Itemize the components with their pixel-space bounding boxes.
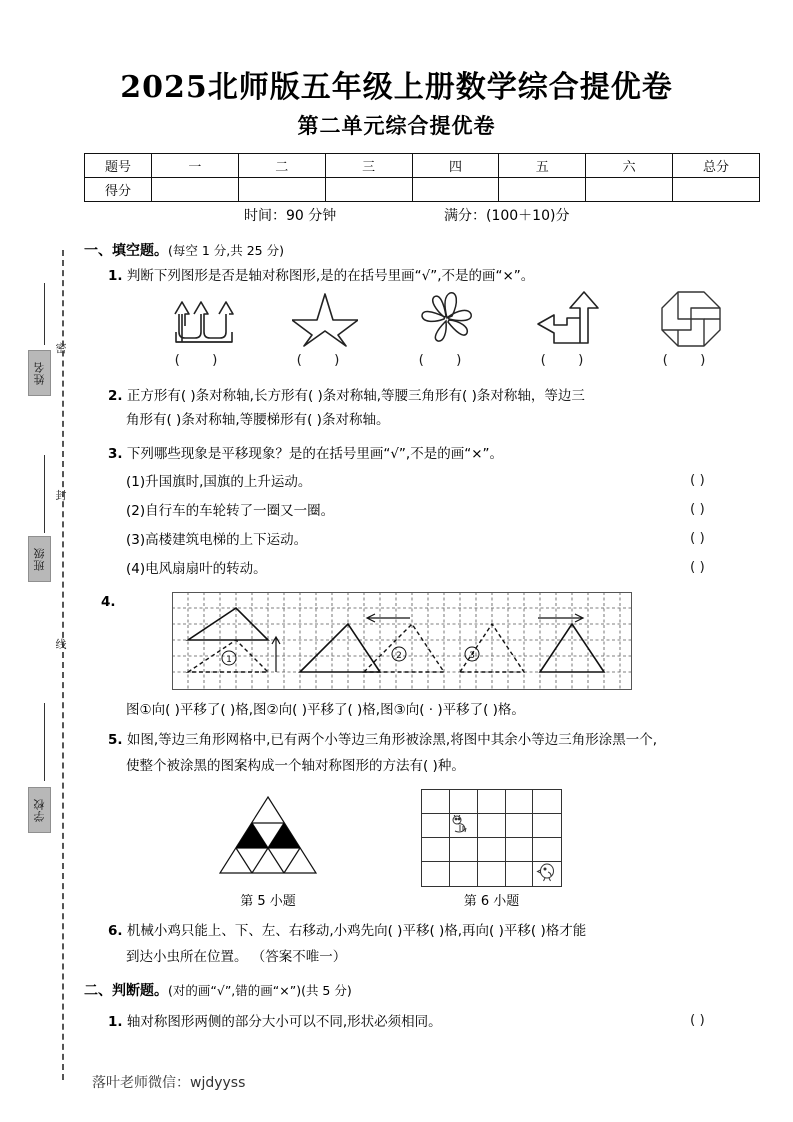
score-col-1: 一 bbox=[152, 154, 239, 178]
question-3-item-2: (2)自行车的车轮转了一圈又一圈。 bbox=[126, 503, 335, 519]
question-3 bbox=[108, 444, 503, 464]
grid-cell-r2c3 bbox=[478, 814, 506, 838]
score-cell-5[interactable] bbox=[499, 178, 586, 202]
pinwheel-icon bbox=[414, 288, 480, 350]
grid-row-4 bbox=[422, 862, 562, 887]
score-col-3: 三 bbox=[325, 154, 412, 178]
grid-cell-r3c1 bbox=[422, 838, 450, 862]
grid-row-1 bbox=[422, 790, 562, 814]
seal-box-class-label: 班级 bbox=[32, 547, 46, 571]
score-col-5: 五 bbox=[499, 154, 586, 178]
question-4-answer-line[interactable]: 图①向( )平移了( )格,图②向( )平移了( )格,图③向( · )平移了( )格。 bbox=[126, 702, 525, 718]
question-5-text-1: 如图,等边三角形网格中,已有两个小等边三角形被涂黑,将图中其余小等边三角形涂黑一个, bbox=[126, 732, 657, 748]
section-2-heading bbox=[84, 980, 352, 1000]
grid-cell-r4c4 bbox=[505, 862, 533, 887]
worm-icon bbox=[451, 815, 475, 833]
score-table bbox=[84, 153, 760, 202]
score-cell-6[interactable] bbox=[586, 178, 673, 202]
grid-cell-r1c2 bbox=[449, 790, 478, 814]
svg-text:1: 1 bbox=[226, 655, 232, 665]
score-col-2: 二 bbox=[238, 154, 325, 178]
shape-2-answer-paren[interactable]: ( ) bbox=[296, 352, 354, 368]
shape-item-4 bbox=[514, 288, 624, 368]
grid-cell-r3c3 bbox=[478, 838, 506, 862]
score-col-total: 总分 bbox=[673, 154, 760, 178]
question-3-item-4: (4)电风扇扇叶的转动。 bbox=[126, 561, 267, 577]
score-cell-1[interactable] bbox=[152, 178, 239, 202]
grid-row-3 bbox=[422, 838, 562, 862]
section-1-heading bbox=[84, 240, 284, 260]
exam-time: 时间：90 分钟 bbox=[244, 208, 337, 224]
grid-cell-r2c4 bbox=[505, 814, 533, 838]
shape-item-5 bbox=[636, 288, 746, 368]
svg-text:3: 3 bbox=[469, 651, 475, 661]
score-row-label-2: 得分 bbox=[85, 178, 152, 202]
score-cell-3[interactable] bbox=[325, 178, 412, 202]
table-row-scores bbox=[85, 178, 760, 202]
question-3-item-2-paren[interactable]: ( ) bbox=[690, 501, 705, 517]
question-3-item-1: (1)升国旗时,国旗的上升运动。 bbox=[126, 474, 312, 490]
seal-box-name bbox=[28, 350, 51, 396]
score-cell-total[interactable] bbox=[673, 178, 760, 202]
question-1-text: 判断下列图形是否是轴对称图形,是的在括号里画“√”,不是的画“×”。 bbox=[126, 268, 535, 284]
page-title: 2025北师版五年级上册数学综合提优卷 bbox=[120, 70, 673, 105]
question-6-line-1 bbox=[108, 921, 586, 941]
score-col-6: 六 bbox=[586, 154, 673, 178]
question-3-item-3: (3)高楼建筑电梯的上下运动。 bbox=[126, 532, 308, 548]
table-row-header bbox=[85, 154, 760, 178]
grid-cell-r1c3 bbox=[478, 790, 506, 814]
seal-char-mi: 密 bbox=[55, 342, 67, 355]
grid-cell-r2c5 bbox=[533, 814, 562, 838]
section-2-question-1 bbox=[108, 1012, 442, 1032]
shape-item-2 bbox=[270, 288, 380, 368]
svg-text:2: 2 bbox=[396, 651, 402, 661]
seal-rule-2 bbox=[44, 455, 45, 533]
section-1-note: (每空 1 分,共 25 分) bbox=[168, 243, 284, 258]
seal-rule-3 bbox=[44, 703, 45, 781]
grid-cell-r4c5-chick bbox=[533, 862, 562, 887]
question-6-text-1[interactable]: 机械小鸡只能上、下、左、右移动,小鸡先向( )平移( )格,再向( )平移( )格才能 bbox=[126, 923, 587, 939]
shape-4-answer-paren[interactable]: ( ) bbox=[540, 352, 598, 368]
question-6-number: 6. bbox=[108, 923, 123, 939]
question-2-line-1 bbox=[108, 386, 585, 406]
question-4-num-text: 4. bbox=[101, 594, 116, 610]
black-triangle-right bbox=[268, 823, 300, 848]
question-3-item-3-paren[interactable]: ( ) bbox=[690, 530, 705, 546]
question-5-number: 5. bbox=[108, 732, 123, 748]
section-2-note: (对的画“√”,错的画“×”)(共 5 分) bbox=[168, 983, 352, 998]
seal-margin bbox=[0, 0, 78, 1122]
section-2-title: 二、判断题。 bbox=[84, 983, 168, 999]
question-2-text-1[interactable]: 正方形有( )条对称轴,长方形有( )条对称轴,等腰三角形有( )条对称轴，等边三 bbox=[126, 388, 585, 404]
question-2-line-2[interactable]: 角形有( )条对称轴,等腰梯形有( )条对称轴。 bbox=[126, 412, 390, 428]
section-2-question-1-number: 1. bbox=[108, 1014, 123, 1030]
shape-item-3 bbox=[392, 288, 502, 368]
question-3-item-4-paren[interactable]: ( ) bbox=[690, 559, 705, 575]
seal-box-class bbox=[28, 536, 51, 582]
grid-row-2 bbox=[422, 814, 562, 838]
question-6-caption: 第 6 小题 bbox=[463, 894, 520, 909]
grid-cell-r4c3 bbox=[478, 862, 506, 887]
grid-cell-r1c1 bbox=[422, 790, 450, 814]
grid-cell-r1c4 bbox=[505, 790, 533, 814]
seal-dashed-line bbox=[62, 250, 64, 1080]
question-3-number: 3. bbox=[108, 446, 123, 462]
shape-5-answer-paren[interactable]: ( ) bbox=[662, 352, 720, 368]
grid-cell-r4c1 bbox=[422, 862, 450, 887]
question-6-movement-grid bbox=[421, 789, 562, 887]
score-cell-2[interactable] bbox=[238, 178, 325, 202]
grid-cell-r4c2 bbox=[449, 862, 478, 887]
star-icon bbox=[292, 288, 358, 350]
question-4-number bbox=[101, 592, 116, 612]
shape-1-answer-paren[interactable]: ( ) bbox=[174, 352, 232, 368]
grid-cell-r3c2 bbox=[449, 838, 478, 862]
double-arrow-icon bbox=[534, 288, 604, 350]
question-3-item-1-paren[interactable]: ( ) bbox=[690, 472, 705, 488]
shape-3-answer-paren[interactable]: ( ) bbox=[418, 352, 476, 368]
grid-cell-r2c1 bbox=[422, 814, 450, 838]
question-5-line-1 bbox=[108, 730, 657, 750]
octagon-pinwheel-icon bbox=[658, 288, 724, 350]
seal-box-school bbox=[28, 787, 51, 833]
question-3-text: 下列哪些现象是平移现象？是的在括号里画“√”,不是的画“×”。 bbox=[126, 446, 504, 462]
grid-cell-r2c2-worm bbox=[449, 814, 478, 838]
question-5-line-2[interactable]: 使整个被涂黑的图案构成一个轴对称图形的方法有( )种。 bbox=[126, 758, 465, 774]
grid-cell-r3c4 bbox=[505, 838, 533, 862]
grid-cell-r3c5 bbox=[533, 838, 562, 862]
exam-full-score: 满分：(100＋10)分 bbox=[444, 208, 570, 224]
section-2-question-1-text: 轴对称图形两侧的部分大小可以不同,形状必须相同。 bbox=[126, 1014, 442, 1030]
question-1 bbox=[108, 266, 534, 286]
score-col-4: 四 bbox=[412, 154, 499, 178]
seal-char-xian: 线 bbox=[55, 638, 67, 651]
seal-char-feng: 封 bbox=[55, 489, 67, 502]
question-5-caption: 第 5 小题 bbox=[240, 894, 296, 909]
question-1-shapes bbox=[120, 288, 760, 374]
grid-cell-r1c5 bbox=[533, 790, 562, 814]
score-row-label: 题号 bbox=[85, 154, 152, 178]
section-1-title: 一、填空题。 bbox=[84, 243, 168, 259]
question-4-translation-grid bbox=[172, 592, 632, 690]
question-1-number: 1. bbox=[108, 268, 123, 284]
question-5-triangle-grid bbox=[218, 795, 318, 875]
seal-box-name-label: 姓名 bbox=[32, 361, 46, 385]
section-2-question-1-paren[interactable]: ( ) bbox=[690, 1012, 705, 1028]
chick-icon bbox=[536, 862, 558, 882]
question-2-number: 2. bbox=[108, 388, 123, 404]
black-triangle-left bbox=[236, 823, 268, 848]
shape-item-1 bbox=[148, 288, 258, 368]
page-subtitle: 第二单元综合提优卷 bbox=[297, 114, 496, 138]
question-6-line-2: 到达小虫所在位置。 （答案不唯一） bbox=[126, 949, 347, 965]
score-cell-4[interactable] bbox=[412, 178, 499, 202]
footer-watermark: 落叶老师微信：wjdyyss bbox=[92, 1075, 246, 1091]
seal-box-school-label: 学校 bbox=[32, 798, 46, 822]
trident-icon bbox=[170, 288, 236, 350]
seal-rule-1 bbox=[44, 283, 45, 345]
